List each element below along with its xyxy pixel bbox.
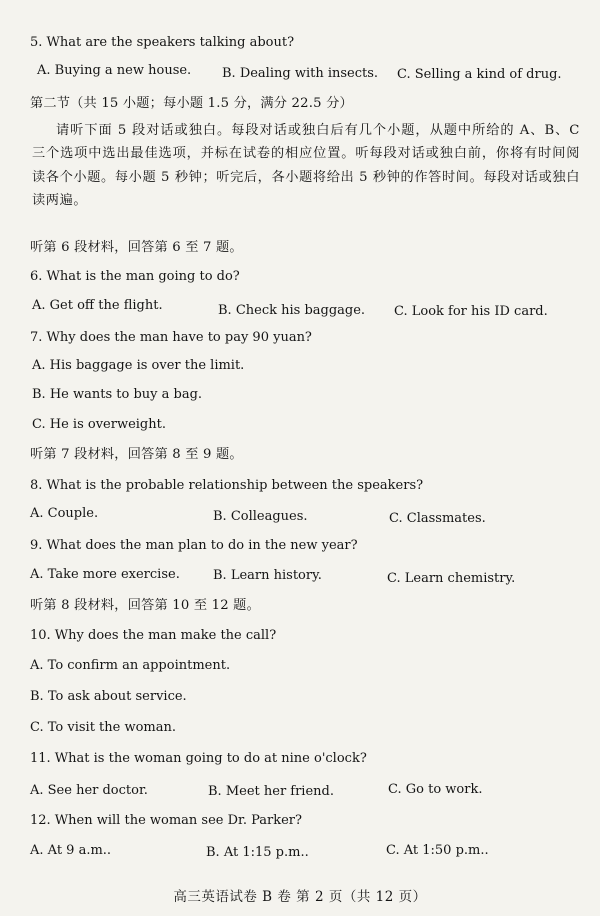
q8-option-c: C. Classmates. <box>389 511 486 526</box>
section-2-instructions: 请听下面 5 段对话或独白。每段对话或独白后有几个小题，从题中所给的 A、B、C 三个选项中选出最佳选项，并标在试卷的相应位置。听每段对话或独白前，你将有时间阅读各个小题。每小题 5 秒钟；听完后，各小题将给出 5 秒钟的作答时间。每段对话或独白读两遍。 <box>32 123 580 208</box>
question-8: 8. What is the probable relationship between the speakers? <box>30 478 424 493</box>
q7-option-b: B. He wants to buy a bag. <box>32 387 203 402</box>
q7-option-c: C. He is overweight. <box>32 417 166 432</box>
question-11: 11. What is the woman going to do at nine o'clock? <box>30 751 367 766</box>
material-6-heading: 听第 6 段材料，回答第 6 至 7 题。 <box>30 240 243 255</box>
material-7-heading: 听第 7 段材料，回答第 8 至 9 题。 <box>30 447 243 462</box>
question-10: 10. Why does the man make the call? <box>30 628 277 643</box>
q9-option-b: B. Learn history. <box>213 568 322 583</box>
question-9: 9. What does the man plan to do in the new year? <box>30 538 358 553</box>
q9-option-a: A. Take more exercise. <box>30 567 180 582</box>
q11-option-b: B. Meet her friend. <box>208 784 334 799</box>
question-7: 7. Why does the man have to pay 90 yuan? <box>30 330 312 345</box>
q9-option-c: C. Learn chemistry. <box>387 571 516 586</box>
question-12: 12. When will the woman see Dr. Parker? <box>30 813 302 828</box>
q12-option-b: B. At 1:15 p.m.. <box>206 845 309 860</box>
q12-option-c: C. At 1:50 p.m.. <box>386 843 489 858</box>
question-6: 6. What is the man going to do? <box>30 269 240 284</box>
q7-option-a: A. His baggage is over the limit. <box>32 358 245 373</box>
q5-option-a: A. Buying a new house. <box>37 63 192 78</box>
q10-option-c: C. To visit the woman. <box>30 720 177 735</box>
q5-option-b: B. Dealing with insects. <box>222 66 379 81</box>
material-8-heading: 听第 8 段材料，回答第 10 至 12 题。 <box>30 598 260 613</box>
section-2-header: 第二节（共 15 小题；每小题 1.5 分，满分 22.5 分） <box>30 96 353 111</box>
question-5: 5. What are the speakers talking about? <box>30 35 295 50</box>
q10-option-a: A. To confirm an appointment. <box>30 658 231 673</box>
page-footer: 高三英语试卷 B 卷 第 2 页（共 12 页） <box>173 889 427 905</box>
q6-option-c: C. Look for his ID card. <box>394 304 548 319</box>
q10-option-b: B. To ask about service. <box>30 689 187 704</box>
q11-option-c: C. Go to work. <box>388 782 483 797</box>
q6-option-a: A. Get off the flight. <box>32 298 163 313</box>
q8-option-b: B. Colleagues. <box>213 509 308 524</box>
q8-option-a: A. Couple. <box>30 506 99 521</box>
q5-option-c: C. Selling a kind of drug. <box>397 67 562 82</box>
q6-option-b: B. Check his baggage. <box>218 303 366 318</box>
q11-option-a: A. See her doctor. <box>30 783 148 798</box>
q12-option-a: A. At 9 a.m.. <box>30 843 112 858</box>
